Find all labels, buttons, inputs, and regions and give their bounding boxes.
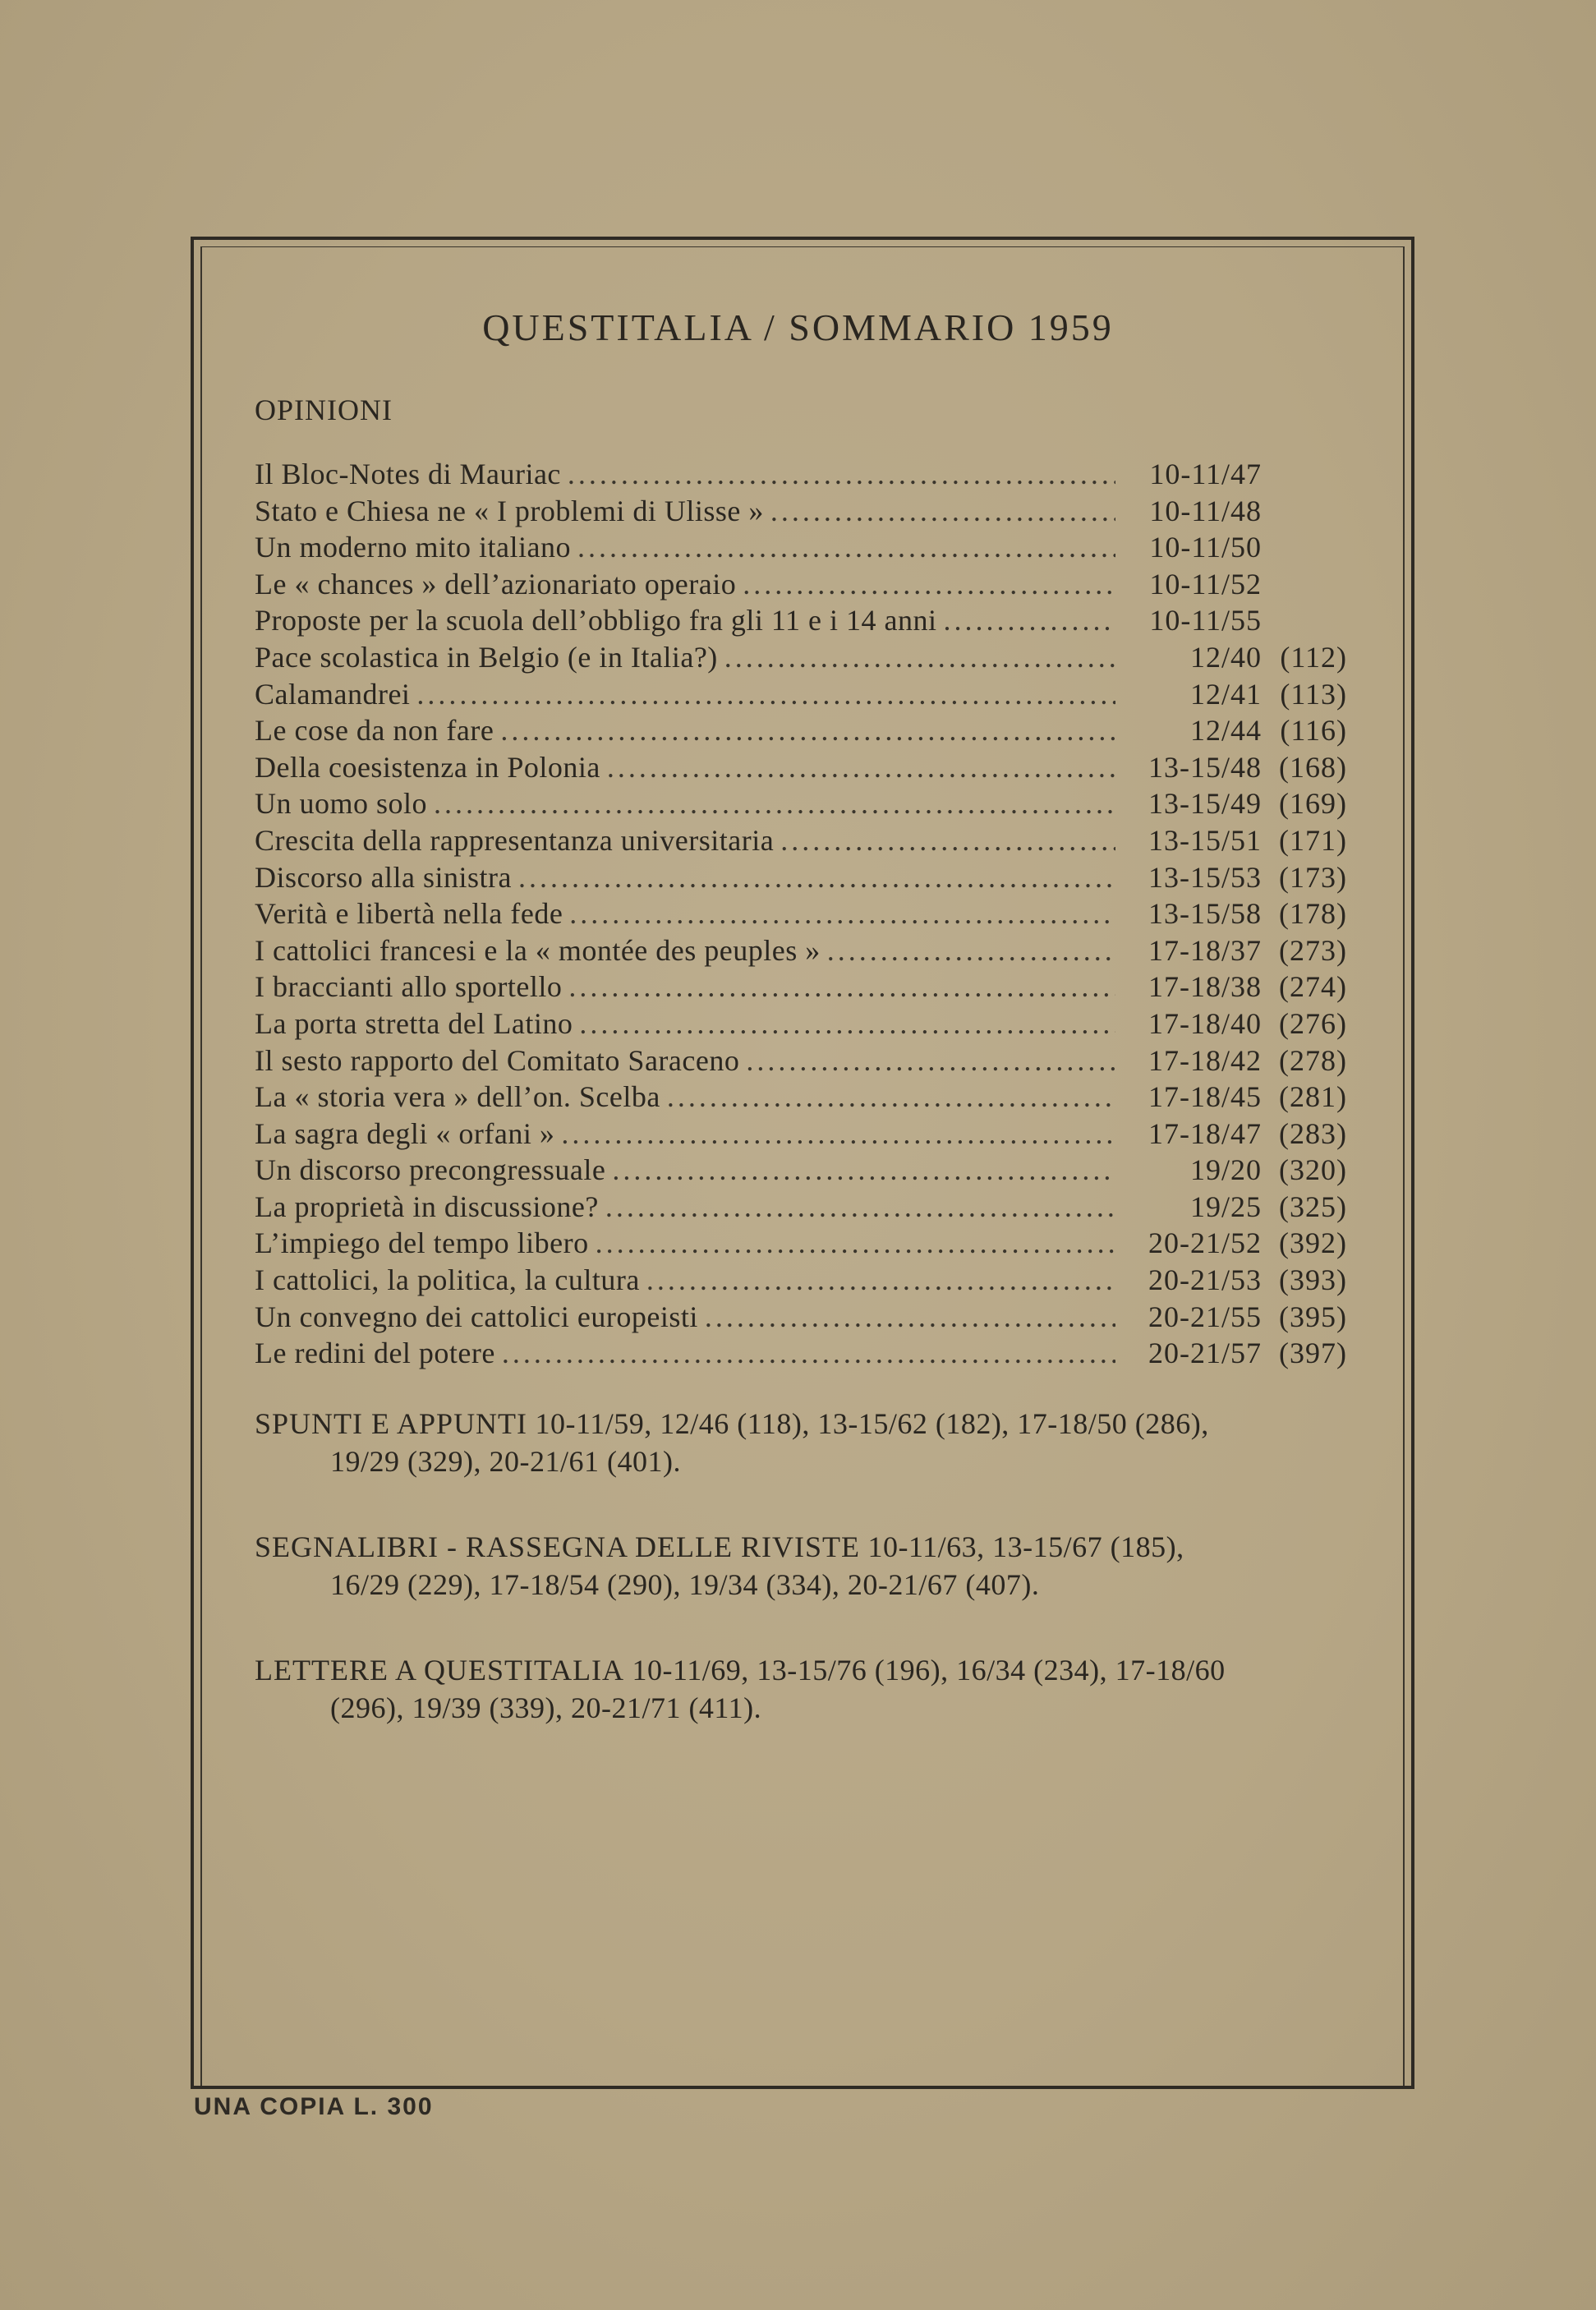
dot-leader xyxy=(780,822,1115,858)
toc-entry-page: (281) xyxy=(1279,1080,1347,1114)
toc-entry-issue-ref: 12/44 xyxy=(1189,714,1262,748)
toc-entry xyxy=(255,1299,1347,1336)
toc-entry-title: I cattolici francesi e la « montée des peuples » xyxy=(255,933,821,967)
dot-leader xyxy=(724,639,1115,675)
toc-entry-title: Un discorso precongressuale xyxy=(255,1153,606,1187)
toc-entry-title: La proprietà in discussione? xyxy=(255,1190,599,1223)
toc-entry xyxy=(255,859,1347,896)
toc-entry-page: (173) xyxy=(1279,860,1347,894)
toc-entry xyxy=(255,932,1347,969)
toc-entry-issue-ref: 13-15/49 xyxy=(1148,787,1262,821)
dot-leader xyxy=(568,969,1115,1005)
toc-entry-title: Le « chances » dell’azionariato operaio xyxy=(255,567,737,601)
toc-entry-page: (112) xyxy=(1280,640,1347,674)
toc-entry-title: Crescita della rappresentanza universitaria xyxy=(255,823,775,857)
lettere-section xyxy=(255,1651,1347,1727)
toc-entry xyxy=(255,1079,1347,1116)
toc-list xyxy=(255,456,1347,1372)
toc-entry-issue-ref: 13-15/53 xyxy=(1148,860,1262,894)
toc-entry-issue-ref: 13-15/51 xyxy=(1148,823,1262,857)
toc-entry-title: Calamandrei xyxy=(255,677,411,711)
segnalibri-line2: 16/29 (229), 17-18/54 (290), 19/34 (334), 20-21/67 (407). xyxy=(330,1568,1040,1601)
spunti-line2: 19/29 (329), 20-21/61 (401). xyxy=(330,1445,681,1478)
toc-entry-issue-ref: 10-11/48 xyxy=(1149,494,1262,527)
toc-entry xyxy=(255,493,1347,530)
toc-entry-title: La « storia vera » dell’on. Scelba xyxy=(255,1080,660,1114)
lettere-line2: (296), 19/39 (339), 20-21/71 (411). xyxy=(330,1691,762,1724)
toc-entry-issue-ref: 17-18/47 xyxy=(1148,1116,1262,1150)
toc-entry-title: La sagra degli « orfani » xyxy=(255,1116,555,1150)
toc-entry xyxy=(255,529,1347,566)
toc-entry-issue-ref: 20-21/52 xyxy=(1148,1226,1262,1260)
toc-entry xyxy=(255,969,1347,1005)
toc-entry-page: (273) xyxy=(1279,933,1347,967)
segnalibri-line1: 10-11/63, 13-15/67 (185), xyxy=(867,1530,1184,1563)
toc-entry-issue-ref: 10-11/47 xyxy=(1149,458,1262,490)
dot-leader xyxy=(434,785,1115,821)
lettere-line1: 10-11/69, 13-15/76 (196), 16/34 (234), 17-18/60 xyxy=(632,1654,1226,1686)
toc-entry-issue-ref: 13-15/48 xyxy=(1148,750,1262,784)
segnalibri-section xyxy=(255,1528,1347,1604)
toc-entry-page: (393) xyxy=(1279,1263,1347,1297)
toc-entry-page: (171) xyxy=(1279,823,1347,857)
dot-leader xyxy=(605,1189,1115,1225)
toc-entry-title: Proposte per la scuola dell’obbligo fra gli 11 e i 14 anni xyxy=(255,604,937,637)
segnalibri-heading: SEGNALIBRI - RASSEGNA DELLE RIVISTE xyxy=(255,1530,860,1563)
toc-entry-title: I braccianti allo sportello xyxy=(255,970,563,1004)
dot-leader xyxy=(561,1116,1115,1152)
dot-leader xyxy=(746,1042,1115,1079)
toc-entry-title: Verità e libertà nella fede xyxy=(255,897,563,931)
lettere-heading: LETTERE A QUESTITALIA xyxy=(255,1654,625,1686)
toc-entry-issue-ref: 20-21/57 xyxy=(1148,1337,1262,1370)
toc-entry xyxy=(255,1189,1347,1226)
toc-entry-page: (397) xyxy=(1279,1337,1347,1370)
toc-entry-page: (169) xyxy=(1279,787,1347,821)
toc-entry-title: L’impiego del tempo libero xyxy=(255,1226,589,1260)
toc-entry-page: (392) xyxy=(1279,1226,1347,1260)
toc-entry-issue-ref: 20-21/53 xyxy=(1148,1263,1262,1297)
toc-entry-page: (278) xyxy=(1279,1043,1347,1077)
toc-entry xyxy=(255,749,1347,786)
toc-entry-title: Della coesistenza in Polonia xyxy=(255,750,600,784)
toc-entry-page: (395) xyxy=(1279,1300,1347,1333)
toc-entry xyxy=(255,1262,1347,1299)
toc-entry xyxy=(255,602,1347,639)
dot-leader xyxy=(577,529,1115,565)
dot-leader xyxy=(502,1335,1115,1371)
toc-entry-issue-ref: 17-18/42 xyxy=(1148,1043,1262,1077)
dot-leader xyxy=(569,895,1115,932)
toc-entry-issue-ref: 10-11/55 xyxy=(1149,604,1262,637)
toc-entry-page: (168) xyxy=(1279,750,1347,784)
toc-entry-page: (320) xyxy=(1279,1153,1347,1187)
toc-entry xyxy=(255,456,1347,493)
dot-leader xyxy=(607,749,1115,785)
dot-leader xyxy=(518,859,1115,895)
toc-entry xyxy=(255,676,1347,713)
dot-leader xyxy=(770,493,1115,529)
toc-entry-title: Un convegno dei cattolici europeisti xyxy=(255,1300,698,1333)
toc-entry-title: Un moderno mito italiano xyxy=(255,531,571,564)
toc-entry-issue-ref: 17-18/37 xyxy=(1148,933,1262,967)
toc-entry xyxy=(255,1152,1347,1189)
toc-entry-title: La porta stretta del Latino xyxy=(255,1006,573,1040)
toc-entry xyxy=(255,1005,1347,1042)
toc-entry-title: Discorso alla sinistra xyxy=(255,860,512,894)
dot-leader xyxy=(743,566,1115,602)
toc-entry-issue-ref: 17-18/45 xyxy=(1148,1080,1262,1114)
page-title: QUESTITALIA / SOMMARIO 1959 xyxy=(482,306,1114,348)
toc-entry xyxy=(255,822,1347,859)
dot-leader xyxy=(568,456,1115,492)
spunti-section xyxy=(255,1405,1347,1480)
toc-entry xyxy=(255,1335,1347,1372)
section-heading-opinioni: OPINIONI xyxy=(255,393,393,426)
toc-entry-issue-ref: 19/25 xyxy=(1189,1190,1262,1223)
dot-leader xyxy=(646,1262,1115,1298)
toc-entry-issue-ref: 19/20 xyxy=(1189,1153,1262,1187)
toc-entry-page: (178) xyxy=(1279,897,1347,931)
toc-entry-issue-ref: 17-18/38 xyxy=(1148,970,1262,1004)
toc-entry-page: (283) xyxy=(1279,1116,1347,1150)
toc-entry-issue-ref: 10-11/52 xyxy=(1149,567,1262,601)
dot-leader xyxy=(705,1299,1115,1335)
toc-entry-title: I cattolici, la politica, la cultura xyxy=(255,1263,640,1297)
toc-entry-issue-ref: 17-18/40 xyxy=(1148,1006,1262,1040)
dot-leader xyxy=(612,1152,1115,1188)
toc-entry-issue-ref: 10-11/50 xyxy=(1149,531,1262,564)
toc-entry-page: (116) xyxy=(1280,714,1347,748)
toc-entry-title: Il sesto rapporto del Comitato Saraceno xyxy=(255,1043,740,1077)
dot-leader xyxy=(596,1225,1115,1261)
toc-entry-page: (274) xyxy=(1279,970,1347,1004)
toc-entry-title: Pace scolastica in Belgio (e in Italia?) xyxy=(255,640,718,674)
toc-entry-title: Le cose da non fare xyxy=(255,714,494,748)
toc-entry xyxy=(255,1225,1347,1262)
toc-entry xyxy=(255,895,1347,932)
dot-leader xyxy=(827,932,1115,969)
toc-entry xyxy=(255,785,1347,822)
dot-leader xyxy=(416,676,1115,712)
toc-entry-title: Un uomo solo xyxy=(255,787,428,821)
toc-entry-issue-ref: 12/40 xyxy=(1189,640,1262,674)
toc-entry-title: Le redini del potere xyxy=(255,1337,495,1370)
price-footer: UNA COPIA L. 300 xyxy=(194,2093,434,2120)
toc-entry xyxy=(255,1116,1347,1153)
spunti-line1: 10-11/59, 12/46 (118), 13-15/62 (182), 17-18/50 (286), xyxy=(535,1407,1209,1440)
toc-entry-page: (325) xyxy=(1279,1190,1347,1223)
toc-entry xyxy=(255,566,1347,603)
toc-entry-page: (113) xyxy=(1280,677,1347,711)
toc-entry-title: Stato e Chiesa ne « I problemi di Ulisse » xyxy=(255,494,764,527)
toc-entry xyxy=(255,1042,1347,1079)
dot-leader xyxy=(500,712,1115,748)
toc-entry-title: Il Bloc-Notes di Mauriac xyxy=(255,458,561,490)
toc-entry-page: (276) xyxy=(1279,1006,1347,1040)
spunti-heading: SPUNTI E APPUNTI xyxy=(255,1407,528,1440)
toc-entry xyxy=(255,639,1347,676)
toc-entry xyxy=(255,712,1347,749)
toc-entry-issue-ref: 13-15/58 xyxy=(1148,897,1262,931)
dot-leader xyxy=(943,602,1115,638)
dot-leader xyxy=(579,1005,1115,1042)
toc-entry-issue-ref: 12/41 xyxy=(1189,677,1262,711)
toc-entry-issue-ref: 20-21/55 xyxy=(1148,1300,1262,1333)
dot-leader xyxy=(667,1079,1115,1115)
